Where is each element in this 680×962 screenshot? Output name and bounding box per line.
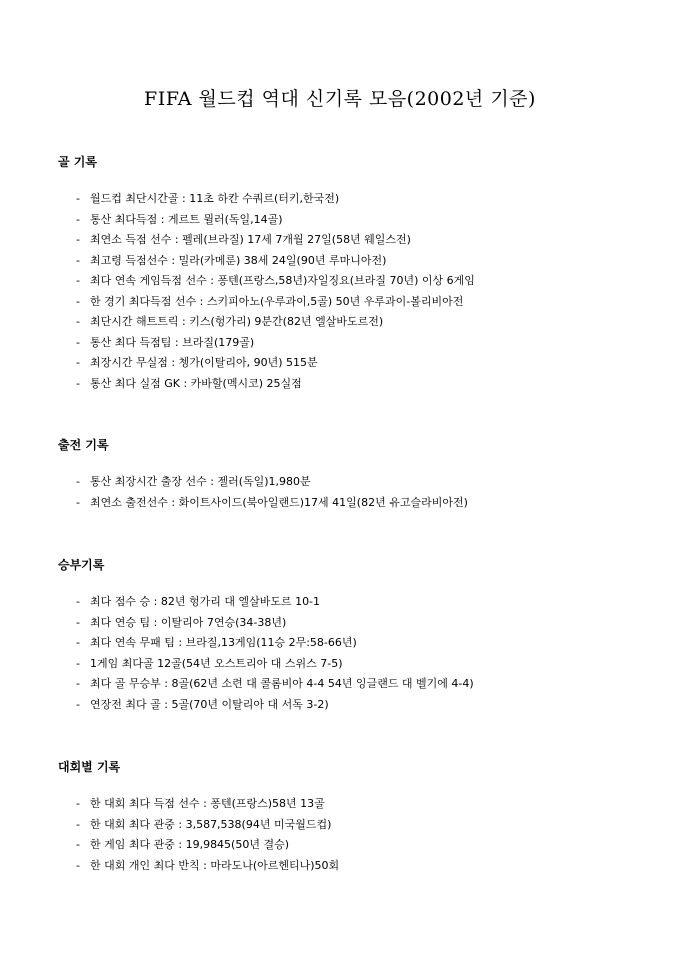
list-bullet: - xyxy=(76,838,80,851)
list-bullet: - xyxy=(76,677,80,690)
record-text: 통산 최다득점 : 게르트 뮐러(독일,14골) xyxy=(90,212,283,226)
list-bullet: - xyxy=(76,656,80,670)
list-bullet: - xyxy=(76,233,80,246)
record-text: 최장시간 무실점 : 쳉가(이탈리아, 90년) 515분 xyxy=(90,356,318,369)
record-text: 한 대회 최다 관중 : 3,587,538(94년 미국월드컵) xyxy=(90,817,332,831)
list-item xyxy=(76,333,475,354)
list-bullet: - xyxy=(76,253,80,267)
list-item xyxy=(76,592,474,613)
list-item xyxy=(76,271,475,292)
list-item xyxy=(76,633,474,654)
list-bullet: - xyxy=(76,315,80,328)
section-heading: 골 기록 xyxy=(58,155,97,169)
list-bullet: - xyxy=(76,817,80,831)
list-item xyxy=(76,856,339,877)
record-text: 한 게임 최다 관중 : 19,9845(50년 결승) xyxy=(90,838,290,851)
list-item xyxy=(76,794,339,815)
list-item xyxy=(76,189,475,210)
record-text: 통산 최다 득점팀 : 브라질(179골) xyxy=(90,335,255,349)
record-text: 최다 연승 팀 : 이탈리아 7연승(34-38년) xyxy=(90,615,287,629)
section-heading: 출전 기록 xyxy=(58,438,109,452)
record-text: 최단시간 해트트릭 : 키스(헝가리) 9분간(82년 엘살바도르전) xyxy=(90,315,384,328)
list-bullet: - xyxy=(76,595,80,608)
section-heading: 대회별 기록 xyxy=(58,760,121,774)
list-bullet: - xyxy=(76,615,80,629)
record-text: 한 대회 개인 최다 반칙 : 마라도나(아르헨티나)50회 xyxy=(90,858,340,872)
record-list xyxy=(76,592,474,715)
list-item xyxy=(76,835,339,856)
list-item xyxy=(76,815,339,836)
list-item xyxy=(76,210,475,231)
list-item xyxy=(76,374,475,395)
list-bullet: - xyxy=(76,797,80,810)
record-text: 한 대회 최다 득점 선수 : 퐁텐(프랑스)58년 13골 xyxy=(90,797,325,810)
record-text: 최연소 출전선수 : 화이트사이드(북아일랜드)17세 41일(82년 유고슬라비아전) xyxy=(90,495,468,509)
list-bullet: - xyxy=(76,697,80,711)
list-item xyxy=(76,251,475,272)
list-item xyxy=(76,674,474,695)
record-text: 1게임 최다골 12골(54년 오스트리아 대 스위스 7-5) xyxy=(90,656,343,670)
list-bullet: - xyxy=(76,495,80,509)
list-bullet: - xyxy=(76,192,80,205)
record-text: 최고령 득점선수 : 밀라(카메룬) 38세 24일(90년 루마니아전) xyxy=(90,253,387,267)
list-item xyxy=(76,493,468,514)
list-bullet: - xyxy=(76,475,80,488)
list-bullet: - xyxy=(76,335,80,349)
list-bullet: - xyxy=(76,274,80,287)
list-bullet: - xyxy=(76,212,80,226)
list-item xyxy=(76,312,475,333)
list-item xyxy=(76,613,474,634)
list-item xyxy=(76,695,474,716)
record-text: 최다 점수 승 : 82년 헝가리 대 엘살바도르 10-1 xyxy=(90,595,321,608)
list-bullet: - xyxy=(76,376,80,390)
record-text: 최다 연속 무패 팀 : 브라질,13게임(11승 2무:58-66년) xyxy=(90,636,357,649)
record-text: 통산 최다 실점 GK : 카바할(멕시코) 25실점 xyxy=(90,376,302,390)
record-list xyxy=(76,472,468,513)
record-text: 통산 최장시간 출장 선수 : 젤러(독일)1,980분 xyxy=(90,475,311,488)
record-text: 월드컵 최단시간골 : 11초 하칸 수쿼르(터키,한국전) xyxy=(90,192,340,205)
section-heading: 승부기록 xyxy=(58,558,105,572)
list-item xyxy=(76,353,475,374)
list-item xyxy=(76,654,474,675)
list-bullet: - xyxy=(76,294,80,308)
record-text: 한 경기 최다득점 선수 : 스키피아노(우루과이,5골) 50년 우루과이-볼리비아전 xyxy=(90,294,464,308)
list-item xyxy=(76,472,468,493)
page-title: FIFA 월드컵 역대 신기록 모음(2002년 기준) xyxy=(144,88,536,110)
record-text: 최연소 득점 선수 : 펠레(브라질) 17세 7개월 27일(58년 웨일스전) xyxy=(90,233,411,246)
list-bullet: - xyxy=(76,636,80,649)
record-list xyxy=(76,189,475,394)
list-item xyxy=(76,292,475,313)
record-text: 최다 연속 게임득점 선수 : 퐁텐(프랑스,58년)자일징요(브라질 70년) 이상 6게임 xyxy=(90,274,475,287)
list-item xyxy=(76,230,475,251)
record-list xyxy=(76,794,339,876)
record-text: 최다 골 무승부 : 8골(62년 소련 대 콜롬비아 4-4 54년 잉글랜드 대 벨기에 4-4) xyxy=(90,677,474,690)
list-bullet: - xyxy=(76,858,80,872)
list-bullet: - xyxy=(76,356,80,369)
record-text: 연장전 최다 골 : 5골(70년 이탈리아 대 서독 3-2) xyxy=(90,697,329,711)
